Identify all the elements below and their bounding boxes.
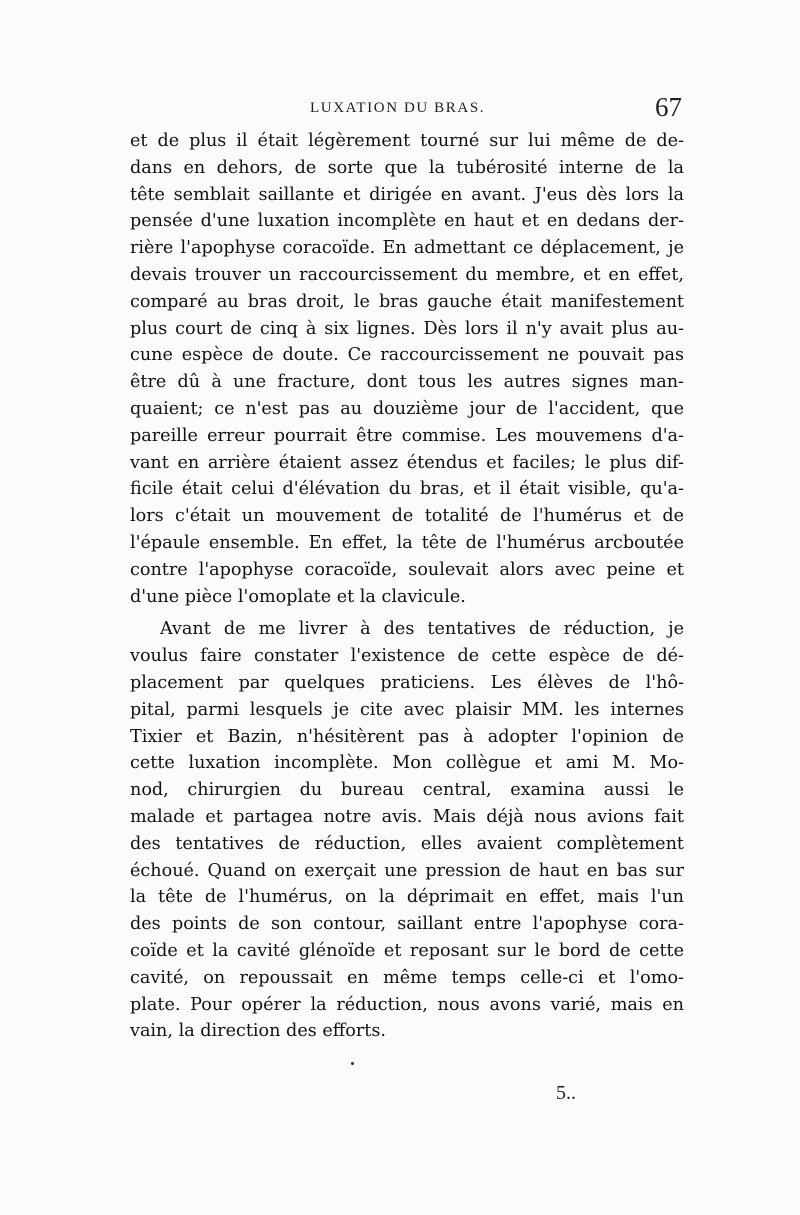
text-line: et de plus il était légèrement tourné sur lui même de de- <box>130 131 684 151</box>
text-line: lors c'était un mouvement de totalité de l'humérus et de <box>130 506 684 527</box>
text-line: Tixier et Bazin, n'hésitèrent pas à adopter l'opinion de <box>130 726 684 747</box>
text-line: pital, parmi lesquels je cite avec plaisir MM. les internes <box>130 699 684 720</box>
text-line: d'une pièce l'omoplate et la clavicule. <box>130 586 466 607</box>
text-line: contre l'apophyse coracoïde, soulevait alors avec peine et <box>130 559 684 580</box>
text-line: échoué. Quand on exerçait une pression de haut en bas sur <box>130 860 684 881</box>
text-line: l'épaule ensemble. En effet, la tête de l'humérus arcboutée <box>130 532 684 553</box>
text-line: pareille erreur pourrait être commise. Les mouvemens d'a- <box>130 425 684 446</box>
text-line: plus court de cinq à six lignes. Dès lors il n'y avait plus au- <box>130 318 684 339</box>
page-number: 67 <box>655 92 682 122</box>
text-line: des tentatives de réduction, elles avaient complètement <box>130 833 684 854</box>
text-line: Avant de me livrer à des tentatives de réduction, je <box>160 619 684 640</box>
text-line: cavité, on repoussait en même temps celle-ci et l'omo- <box>130 967 684 988</box>
text-line: comparé au bras droit, le bras gauche était manifestement <box>130 291 684 312</box>
signature-mark: 5.. <box>556 1082 576 1104</box>
text-line: la tête de l'humérus, on la déprimait en effet, mais l'un <box>130 887 684 908</box>
ink-dot <box>351 1062 354 1065</box>
text-line: être dû à une fracture, dont tous les autres signes man- <box>130 372 684 393</box>
running-title: LUXATION DU BRAS. <box>310 100 486 116</box>
text-line: ficile était celui d'élévation du bras, et il était visible, qu'a- <box>130 479 684 500</box>
text-line: dans en dehors, de sorte que la tubérosité interne de la <box>130 157 684 178</box>
text-line: voulus faire constater l'existence de cette espèce de dé- <box>130 646 684 667</box>
text-line: des points de son contour, saillant entre l'apophyse cora- <box>130 914 684 935</box>
text-line: nod, chirurgien du bureau central, examina aussi le <box>130 780 684 801</box>
text-line: devais trouver un raccourcissement du membre, et en effet, <box>130 264 684 285</box>
body-text <box>130 128 684 1045</box>
text-line: cune espèce de doute. Ce raccourcissement ne pouvait pas <box>130 345 684 366</box>
text-line: quaient; ce n'est pas au douzième jour de l'accident, que <box>130 398 684 419</box>
page-header <box>132 94 682 124</box>
text-line: pensée d'une luxation incomplète en haut et en dedans der- <box>130 211 684 232</box>
paragraph-2 <box>130 616 684 1045</box>
text-line: vain, la direction des efforts. <box>130 1021 386 1042</box>
text-line: rière l'apophyse coracoïde. En admettant ce déplacement, je <box>130 238 684 259</box>
text-line: plate. Pour opérer la réduction, nous avons varié, mais en <box>130 994 684 1015</box>
text-line: vant en arrière étaient assez étendus et faciles; le plus dif- <box>130 452 684 473</box>
text-line: coïde et la cavité glénoïde et reposant sur le bord de cette <box>130 940 684 961</box>
paragraph-1 <box>130 128 684 610</box>
text-line: cette luxation incomplète. Mon collègue et ami M. Mo- <box>130 753 684 774</box>
text-line: malade et partagea notre avis. Mais déjà nous avions fait <box>130 806 684 827</box>
text-line: tête semblait saillante et dirigée en avant. J'eus dès lors la <box>130 184 684 205</box>
text-line: placement par quelques praticiens. Les élèves de l'hô- <box>130 672 684 693</box>
